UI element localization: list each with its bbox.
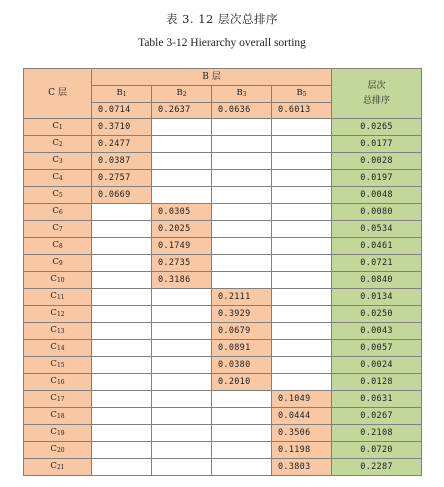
weight-cell: 0.2477 [92, 136, 152, 153]
b-layer-header: B 层 [92, 69, 332, 86]
c-row-label-subscript: 16 [56, 379, 65, 386]
table-row [24, 391, 422, 408]
empty-cell [272, 136, 332, 153]
c-row-label-letter: C [52, 138, 59, 148]
c-row-label-subscript: 9 [58, 260, 63, 267]
empty-cell [152, 153, 212, 170]
c-row-label-subscript: 15 [56, 362, 65, 369]
empty-cell [152, 170, 212, 187]
c-row-label-subscript: 21 [56, 464, 65, 471]
empty-cell [272, 119, 332, 136]
c-row-label [24, 289, 92, 306]
table-row [24, 408, 422, 425]
c-row-label-letter: C [52, 189, 59, 199]
c-row-label-letter: C [50, 444, 57, 454]
c-row-label-letter: C [52, 223, 59, 233]
c-row-label-subscript: 8 [58, 243, 63, 250]
empty-cell [152, 119, 212, 136]
total-sort-cell: 0.2287 [332, 459, 422, 476]
c-row-label-subscript: 10 [56, 277, 65, 284]
empty-cell [212, 119, 272, 136]
c-row-label-letter: C [52, 155, 59, 165]
c-row-label [24, 272, 92, 289]
table-row [24, 153, 422, 170]
c-row-label-letter: C [50, 393, 57, 403]
weight-cell: 0.2757 [92, 170, 152, 187]
table-row [24, 221, 422, 238]
total-sort-cell: 0.0043 [332, 323, 422, 340]
c-row-label-subscript: 6 [58, 209, 63, 216]
b-column-name [92, 86, 152, 103]
total-sort-cell: 0.0461 [332, 238, 422, 255]
b-column-name-subscript: 2 [182, 91, 187, 98]
c-row-label [24, 425, 92, 442]
empty-cell [272, 357, 332, 374]
table-row [24, 255, 422, 272]
table-row [24, 425, 422, 442]
b-column-name-letter: B [176, 88, 183, 98]
empty-cell [92, 255, 152, 272]
table-row [24, 289, 422, 306]
empty-cell [152, 136, 212, 153]
weight-cell: 0.2735 [152, 255, 212, 272]
empty-cell [152, 391, 212, 408]
empty-cell [92, 391, 152, 408]
caption-chinese: 表 3. 12 层次总排序 [165, 12, 279, 26]
table-row [24, 170, 422, 187]
empty-cell [272, 153, 332, 170]
total-sort-cell: 0.0177 [332, 136, 422, 153]
empty-cell [272, 340, 332, 357]
weight-cell: 0.3929 [212, 306, 272, 323]
c-row-label [24, 238, 92, 255]
c-row-label [24, 323, 92, 340]
total-sort-cell: 0.2108 [332, 425, 422, 442]
c-row-label-letter: C [52, 257, 59, 267]
c-row-label-letter: C [52, 172, 59, 182]
empty-cell [152, 442, 212, 459]
weight-cell: 0.3710 [92, 119, 152, 136]
total-sort-cell: 0.0134 [332, 289, 422, 306]
empty-cell [212, 204, 272, 221]
c-row-label [24, 459, 92, 476]
weight-cell: 0.1049 [272, 391, 332, 408]
table-row [24, 204, 422, 221]
total-sort-cell: 0.0534 [332, 221, 422, 238]
b-column-weight: 0.0714 [92, 103, 152, 119]
total-sort-cell: 0.0720 [332, 442, 422, 459]
b-column-weight: 0.2637 [152, 103, 212, 119]
c-row-label-subscript: 2 [58, 141, 63, 148]
weight-cell: 0.3803 [272, 459, 332, 476]
empty-cell [272, 272, 332, 289]
c-row-label-subscript: 11 [56, 294, 65, 301]
c-row-label [24, 357, 92, 374]
empty-cell [92, 408, 152, 425]
empty-cell [92, 374, 152, 391]
b-column-name-subscript: 1 [122, 91, 127, 98]
total-sort-cell: 0.0080 [332, 204, 422, 221]
empty-cell [92, 425, 152, 442]
total-sort-header-line1: 层次 [367, 80, 386, 91]
empty-cell [212, 255, 272, 272]
b-column-name-letter: B [116, 88, 123, 98]
total-sort-cell: 0.0721 [332, 255, 422, 272]
table-row [24, 459, 422, 476]
empty-cell [212, 459, 272, 476]
c-row-label-letter: C [50, 325, 57, 335]
table-row [24, 340, 422, 357]
empty-cell [272, 221, 332, 238]
c-row-label-letter: C [50, 376, 57, 386]
empty-cell [272, 323, 332, 340]
hierarchy-sorting-table [23, 68, 422, 476]
c-row-label [24, 119, 92, 136]
table-row [24, 136, 422, 153]
c-row-label-subscript: 7 [58, 226, 63, 233]
table-row [24, 238, 422, 255]
empty-cell [272, 170, 332, 187]
empty-cell [212, 391, 272, 408]
c-layer-header: C 层 [24, 69, 92, 119]
empty-cell [152, 340, 212, 357]
empty-cell [152, 374, 212, 391]
empty-cell [92, 323, 152, 340]
weight-cell: 0.3186 [152, 272, 212, 289]
total-sort-cell: 0.0048 [332, 187, 422, 204]
empty-cell [152, 289, 212, 306]
table-body [24, 119, 422, 476]
empty-cell [92, 306, 152, 323]
empty-cell [212, 238, 272, 255]
empty-cell [92, 289, 152, 306]
total-sort-cell: 0.0250 [332, 306, 422, 323]
c-row-label-letter: C [50, 427, 57, 437]
c-row-label-letter: C [50, 359, 57, 369]
weight-cell: 0.0669 [92, 187, 152, 204]
c-row-label [24, 255, 92, 272]
b-column-name [272, 86, 332, 103]
empty-cell [272, 187, 332, 204]
empty-cell [272, 255, 332, 272]
empty-cell [152, 459, 212, 476]
weight-cell: 0.3506 [272, 425, 332, 442]
c-row-label [24, 374, 92, 391]
b-column-name-letter: B [296, 88, 303, 98]
total-sort-header [332, 69, 422, 119]
empty-cell [92, 272, 152, 289]
c-row-label-letter: C [52, 240, 59, 250]
table-row [24, 323, 422, 340]
c-row-label-letter: C [52, 121, 59, 131]
c-row-label-subscript: 13 [56, 328, 65, 335]
c-row-label-letter: C [50, 291, 57, 301]
table-row [24, 119, 422, 136]
weight-cell: 0.1749 [152, 238, 212, 255]
empty-cell [212, 221, 272, 238]
b-column-name-subscript: 5 [302, 91, 307, 98]
b-column-name-subscript: 3 [242, 91, 247, 98]
table-row [24, 357, 422, 374]
empty-cell [272, 238, 332, 255]
c-row-label-subscript: 20 [56, 447, 65, 454]
total-sort-cell: 0.0197 [332, 170, 422, 187]
empty-cell [152, 187, 212, 204]
empty-cell [152, 408, 212, 425]
total-sort-cell: 0.0024 [332, 357, 422, 374]
empty-cell [212, 187, 272, 204]
c-row-label-subscript: 5 [58, 192, 63, 199]
empty-cell [152, 425, 212, 442]
empty-cell [212, 425, 272, 442]
c-row-label-subscript: 17 [56, 396, 65, 403]
empty-cell [212, 170, 272, 187]
c-row-label-subscript: 18 [56, 413, 65, 420]
weight-cell: 0.2111 [212, 289, 272, 306]
c-row-label [24, 306, 92, 323]
total-sort-cell: 0.0267 [332, 408, 422, 425]
c-row-label [24, 408, 92, 425]
c-row-label-subscript: 19 [56, 430, 65, 437]
empty-cell [212, 136, 272, 153]
c-row-label-subscript: 12 [56, 311, 65, 318]
c-row-label [24, 204, 92, 221]
c-row-label [24, 391, 92, 408]
total-sort-cell: 0.0265 [332, 119, 422, 136]
empty-cell [92, 340, 152, 357]
total-sort-cell: 0.0057 [332, 340, 422, 357]
empty-cell [212, 153, 272, 170]
b-column-name-letter: B [236, 88, 243, 98]
c-row-label [24, 153, 92, 170]
empty-cell [152, 357, 212, 374]
weight-cell: 0.0444 [272, 408, 332, 425]
empty-cell [272, 289, 332, 306]
table-row [24, 442, 422, 459]
weight-cell: 0.0891 [212, 340, 272, 357]
c-row-label-letter: C [50, 342, 57, 352]
c-row-label-subscript: 4 [58, 175, 63, 182]
b-column-name [152, 86, 212, 103]
empty-cell [272, 374, 332, 391]
c-row-label [24, 187, 92, 204]
c-row-label-letter: C [50, 410, 57, 420]
c-row-label-subscript: 1 [58, 124, 63, 131]
weight-cell: 0.2025 [152, 221, 212, 238]
b-column-weight: 0.0636 [212, 103, 272, 119]
empty-cell [92, 221, 152, 238]
empty-cell [152, 306, 212, 323]
empty-cell [92, 357, 152, 374]
caption-english: Table 3-12 Hierarchy overall sorting [138, 37, 306, 49]
c-row-label [24, 340, 92, 357]
weight-cell: 0.0380 [212, 357, 272, 374]
empty-cell [212, 272, 272, 289]
c-row-label [24, 170, 92, 187]
empty-cell [92, 204, 152, 221]
c-row-label [24, 442, 92, 459]
total-sort-cell: 0.0631 [332, 391, 422, 408]
c-row-label-letter: C [52, 206, 59, 216]
weight-cell: 0.0387 [92, 153, 152, 170]
empty-cell [272, 204, 332, 221]
b-column-name [212, 86, 272, 103]
weight-cell: 0.2010 [212, 374, 272, 391]
empty-cell [92, 442, 152, 459]
c-row-label [24, 221, 92, 238]
total-sort-header-line2: 总排序 [363, 95, 391, 106]
c-row-label [24, 136, 92, 153]
empty-cell [152, 323, 212, 340]
table-row [24, 187, 422, 204]
c-row-label-subscript: 3 [58, 158, 63, 165]
table-row [24, 306, 422, 323]
total-sort-cell: 0.0128 [332, 374, 422, 391]
c-row-label-letter: C [50, 461, 57, 471]
total-sort-cell: 0.0840 [332, 272, 422, 289]
table-row [24, 374, 422, 391]
b-column-weight: 0.6013 [272, 103, 332, 119]
weight-cell: 0.1198 [272, 442, 332, 459]
c-row-label-letter: C [50, 308, 57, 318]
empty-cell [272, 306, 332, 323]
c-row-label-subscript: 14 [56, 345, 65, 352]
table-row [24, 272, 422, 289]
empty-cell [212, 408, 272, 425]
total-sort-cell: 0.0028 [332, 153, 422, 170]
weight-cell: 0.0679 [212, 323, 272, 340]
empty-cell [212, 442, 272, 459]
empty-cell [92, 459, 152, 476]
c-row-label-letter: C [50, 274, 57, 284]
empty-cell [92, 238, 152, 255]
weight-cell: 0.0305 [152, 204, 212, 221]
